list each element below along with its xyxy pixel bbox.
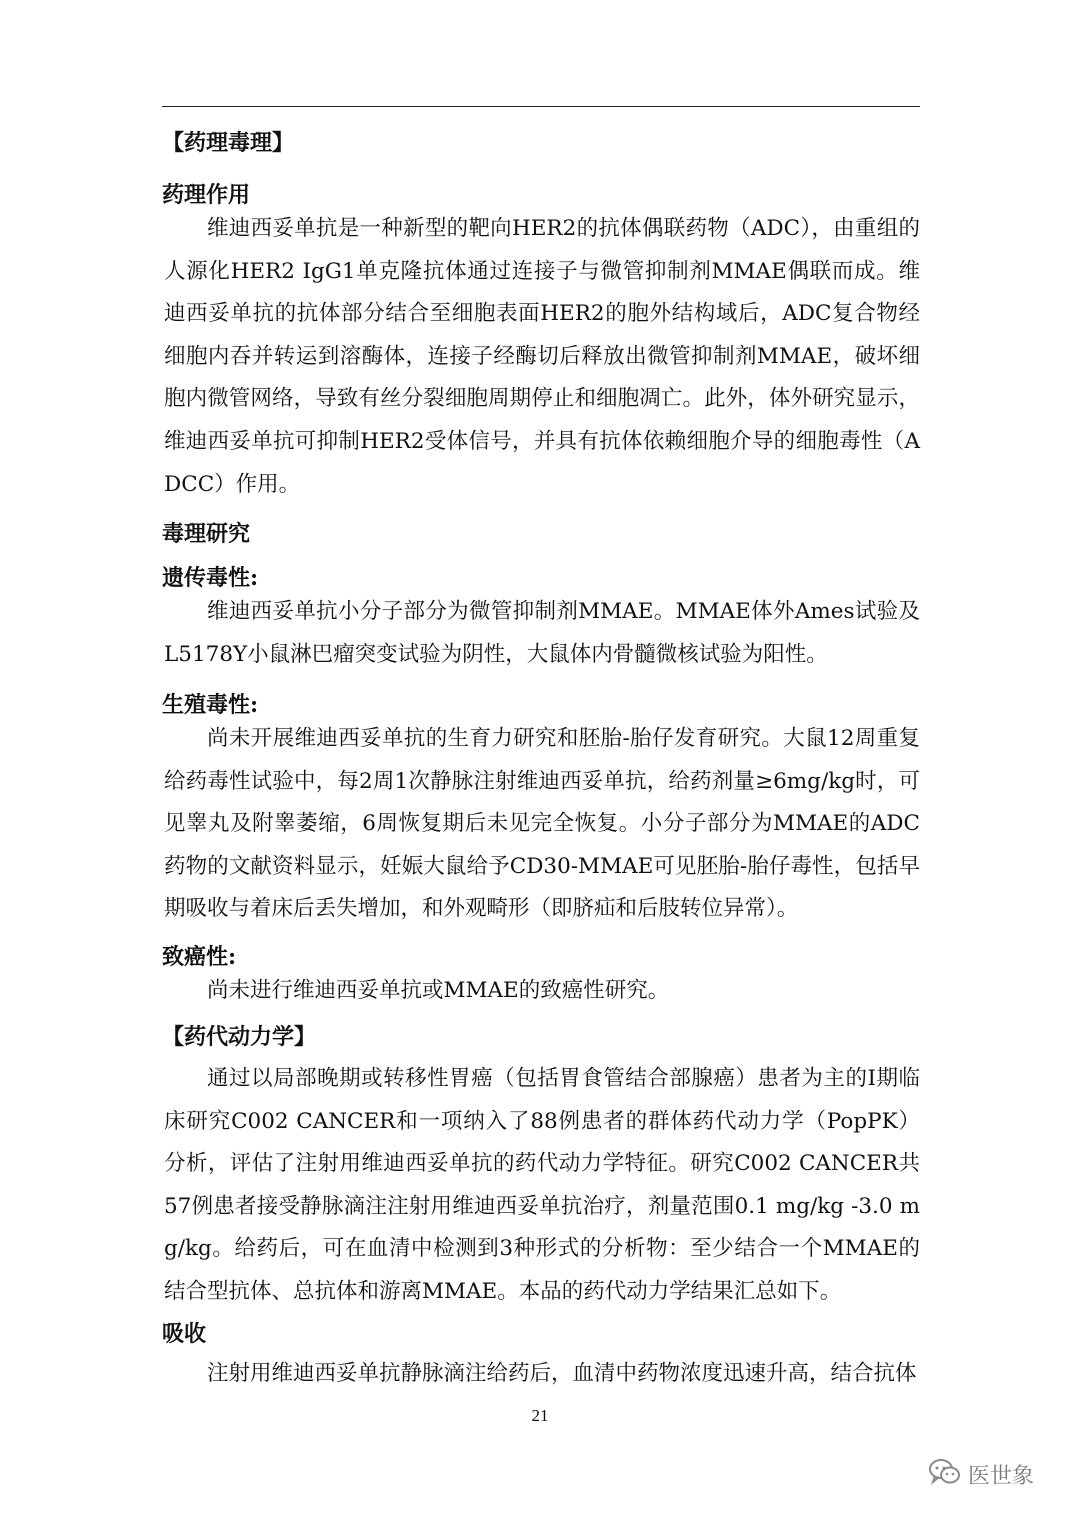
subheading-toxicology-study: 毒理研究 <box>162 521 251 547</box>
paragraph-carcinogenicity: 尚未进行维迪西妥单抗或MMAE的致癌性研究。 <box>207 978 670 1003</box>
paragraph-reproductive-toxicity: 尚未开展维迪西妥单抗的生育力研究和胚胎-胎仔发育研究。大鼠12周重复给药毒性试验中，每2周1次静脉注射维迪西妥单抗，给药剂量≥6mg/kg时，可见睾丸及附睾萎缩，6周恢复期后未见完全恢复。小分子部分为MMAE的ADC药物的文献资料显示，妊娠大鼠给予CD30-MMAE可见胚胎-胎仔毒性，包括早期吸收与着床后丢失增加，和外观畸形（即脐疝和后肢转位异常）。 <box>164 726 920 922</box>
page-number: 21 <box>531 1406 549 1425</box>
subheading-carcinogenicity: 致癌性: <box>162 944 237 970</box>
subheading-pharmacological-action: 药理作用 <box>162 182 251 208</box>
section-heading-pharmacology-toxicology: 【药理毒理】 <box>162 130 295 156</box>
paragraph-pharmacokinetics: 通过以局部晚期或转移性胃癌（包括胃食管结合部腺癌）患者为主的I期临床研究C002 CANCER和一项纳入了88例患者的群体药代动力学（PopPK）分析，评估了注射用维迪西妥单抗的药代动力学特征。研究C002 CANCER共57例患者接受静脉滴注注射用维迪西妥单抗治疗，剂量范围0.1 mg/kg -3.0 mg/kg。给药后，可在血清中检测到3种形式的分析物：至少结合一个MMAE的结合型抗体、总抗体和游离MMAE。本品的药代动力学结果汇总如下。 <box>164 1066 920 1304</box>
watermark-text: 医世象 <box>968 1463 1035 1489</box>
wechat-icon <box>928 1457 962 1491</box>
paragraph-pharmacological-action: 维迪西妥单抗是一种新型的靶向HER2的抗体偶联药物（ADC），由重组的人源化HER2 IgG1单克隆抗体通过连接子与微管抑制剂MMAE偶联而成。维迪西妥单抗的抗体部分结合至细胞表面HER2的胞外结构域后，ADC复合物经细胞内吞并转运到溶酶体，连接子经酶切后释放出微管抑制剂MMAE，破坏细胞内微管网络，导致有丝分裂细胞周期停止和细胞凋亡。此外，体外研究显示，维迪西妥单抗可抑制HER2受体信号，并具有抗体依赖细胞介导的细胞毒性（ADCC）作用。 <box>164 216 920 497</box>
paragraph-absorption: 注射用维迪西妥单抗静脉滴注给药后，血清中药物浓度迅速升高，结合抗体 <box>207 1361 917 1386</box>
paragraph-genotoxicity: 维迪西妥单抗小分子部分为微管抑制剂MMAE。MMAE体外Ames试验及L5178Y小鼠淋巴瘤突变试验为阴性，大鼠体内骨髓微核试验为阳性。 <box>164 599 920 667</box>
subheading-reproductive-toxicity: 生殖毒性: <box>162 692 259 718</box>
subheading-absorption: 吸收 <box>162 1321 207 1347</box>
watermark <box>928 1454 1034 1494</box>
section-heading-pharmacokinetics: 【药代动力学】 <box>162 1024 317 1050</box>
subheading-genotoxicity: 遗传毒性: <box>162 565 259 591</box>
header-rule <box>162 106 920 107</box>
